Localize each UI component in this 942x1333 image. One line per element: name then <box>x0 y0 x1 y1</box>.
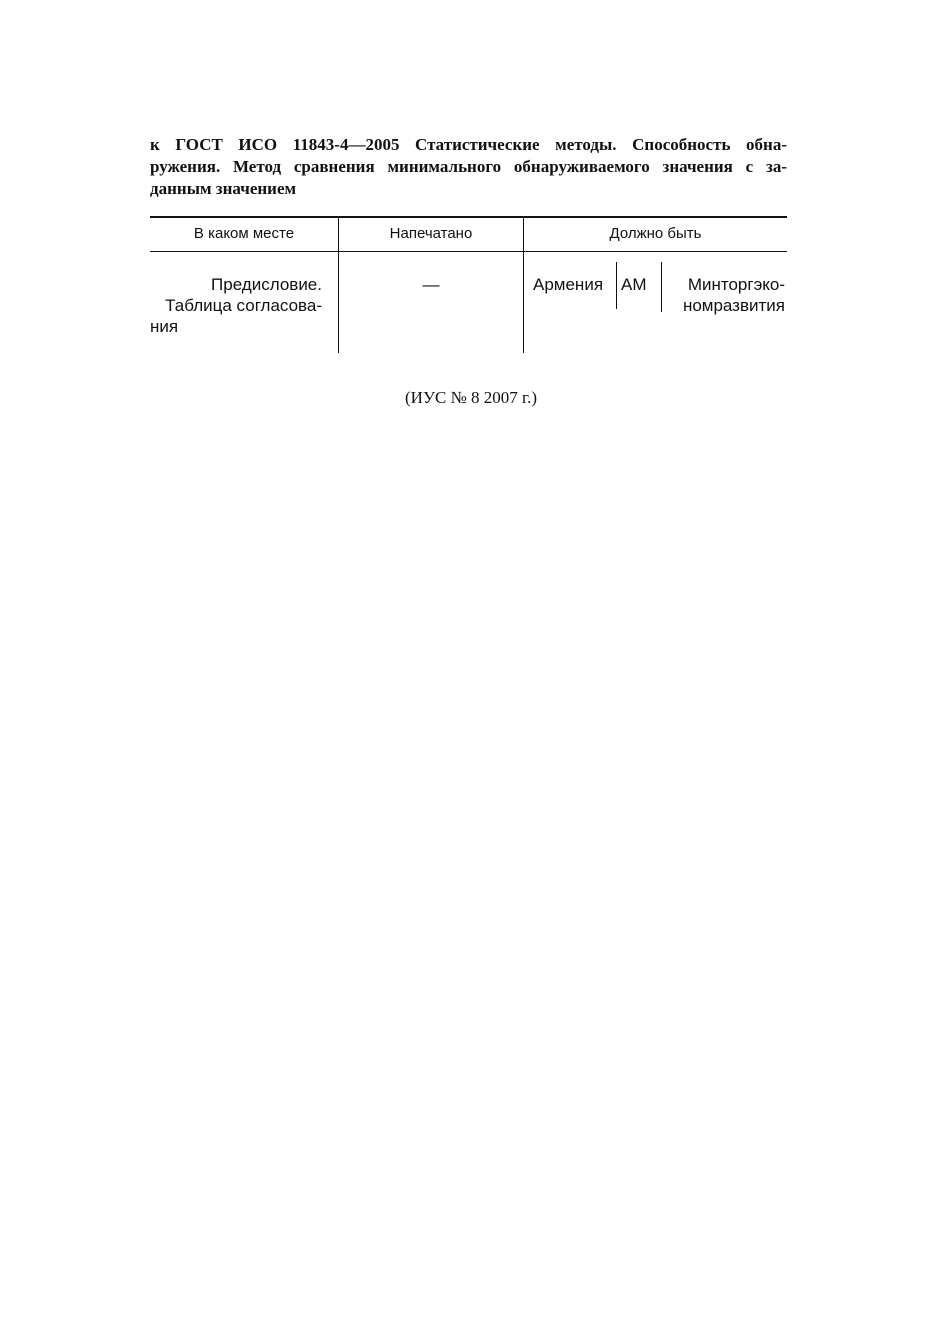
amendment-title <box>150 134 787 200</box>
title-line: данным значением <box>150 179 297 198</box>
cell-code: AM <box>621 275 647 294</box>
cell-body <box>668 274 785 316</box>
cell-line: Предисловие. <box>211 275 322 294</box>
title-line: ружения. Метод сравнения минимального обнаруживаемого значения с за- <box>150 157 787 176</box>
header-where: В каком месте <box>193 225 295 242</box>
source-reference: (ИУС № 8 2007 г.) <box>405 388 537 407</box>
cell-country: Армения <box>533 275 604 294</box>
cell-line: Таблица согласова- <box>165 296 322 315</box>
header-should-be: Должно быть <box>609 225 702 242</box>
code-divider <box>661 262 662 312</box>
cell-line: Минторгэко- <box>687 275 785 294</box>
cell-line: номразвития <box>682 296 785 315</box>
code-divider <box>616 262 617 309</box>
cell-printed: — <box>422 275 440 294</box>
table-header-rule <box>150 251 787 252</box>
table-top-rule <box>150 216 787 218</box>
cell-line: ния <box>150 317 179 336</box>
header-printed: Напечатано <box>389 225 473 242</box>
title-line: к ГОСТ ИСО 11843-4—2005 Статистические методы. Способность обна- <box>150 135 787 154</box>
cell-where <box>150 274 322 337</box>
